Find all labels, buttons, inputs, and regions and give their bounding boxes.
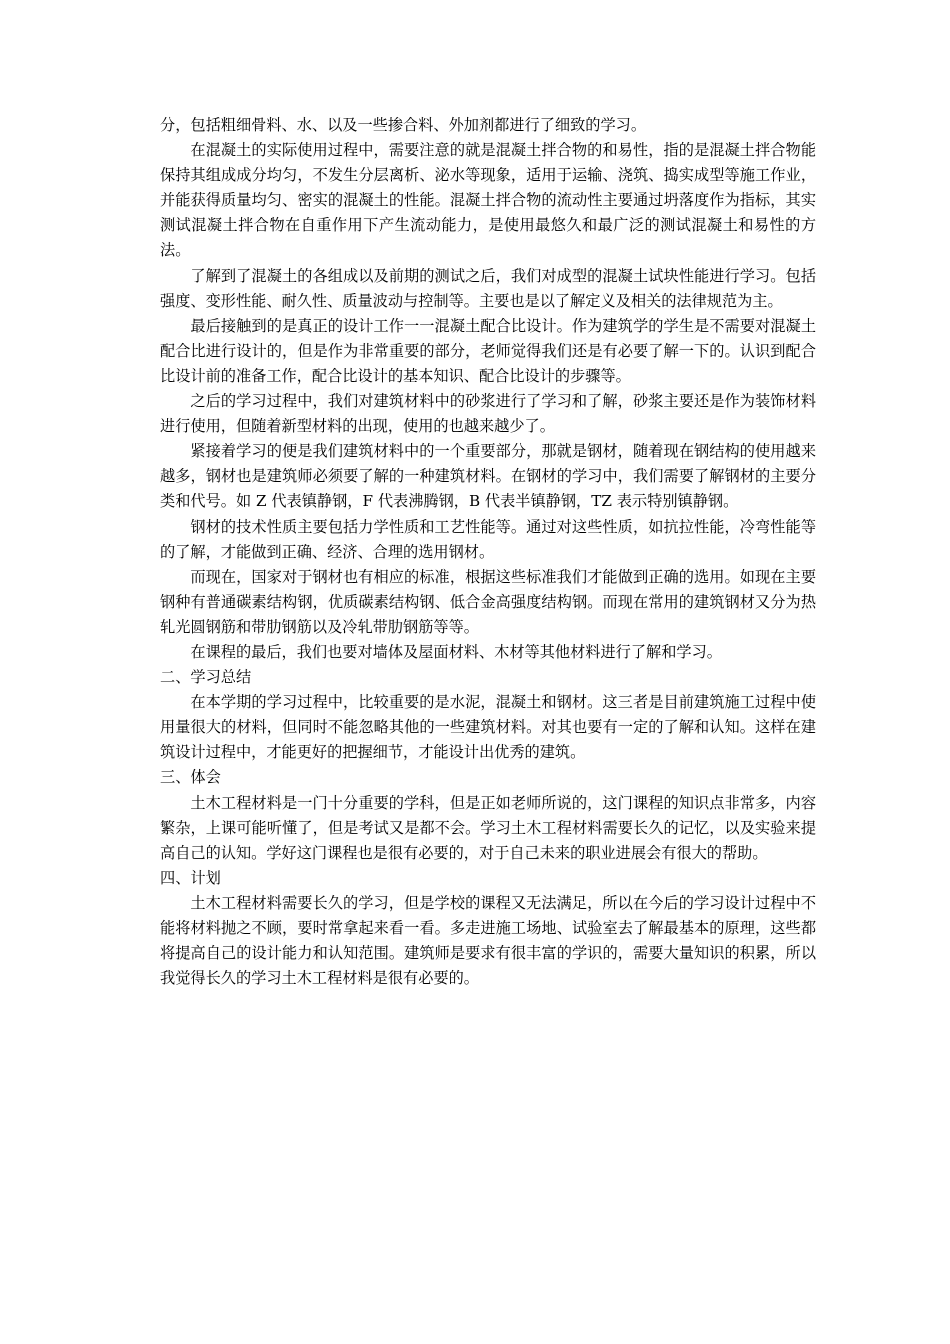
section-heading-plan: 四、计划 (160, 868, 221, 887)
paragraph-steel-intro: 紧接着学习的便是我们建筑材料中的一个重要部分，那就是钢材，随着现在钢结构的使用越来越多，钢材也是建筑师必须要了解的一种建筑材料。在钢材的学习中，我们需要了解钢材的主要分类和代号。如 Z 代表镇静钢，F 代表沸腾钢，B 代表半镇静钢，TZ 表示特别镇静钢。 (160, 442, 816, 511)
paragraph-steel-properties: 钢材的技术性质主要包括力学性质和工艺性能等。通过对这些性质，如抗拉性能，冷弯性能等的了解，才能做到正确、经济、合理的选用钢材。 (160, 517, 816, 561)
paragraph-continued: 分，包括粗细骨料、水、以及一些掺合料、外加剂都进行了细致的学习。 (160, 116, 646, 134)
paragraph-mortar: 之后的学习过程中，我们对建筑材料中的砂浆进行了学习和了解，砂浆主要还是作为装饰材料进行使用，但随着新型材料的出现，使用的也越来越少了。 (160, 392, 816, 436)
paragraph-mix-design: 最后接触到的是真正的设计工作一一混凝土配合比设计。作为建筑学的学生是不需要对混凝土配合比进行设计的，但是作为非常重要的部分，老师觉得我们还是有必要了解一下的。认识到配合比设计前的准备工作，配合比设计的基本知识、配合比设计的步骤等。 (160, 316, 816, 385)
paragraph-summary: 在本学期的学习过程中，比较重要的是水泥，混凝土和钢材。这三者是目前建筑施工过程中使用量很大的材料，但同时不能忽略其他的一些建筑材料。对其也要有一定的了解和认知。这样在建筑设计过程中，才能更好的把握细节，才能设计出优秀的建筑。 (160, 693, 816, 762)
document-page (160, 113, 816, 991)
section-heading-summary: 二、学习总结 (160, 668, 252, 687)
paragraph-plan: 土木工程材料需要长久的学习，但是学校的课程又无法满足，所以在今后的学习设计过程中不能将材料抛之不顾，要时常拿起来看一看。多走进施工场地、试验室去了解最基本的原理，这些都将提高自己的设计能力和认知范围。建筑师是要求有很丰富的学识的，需要大量知识的积累，所以我觉得长久的学习土木工程材料是很有必要的。 (160, 893, 816, 988)
section-heading-reflection: 三、体会 (160, 768, 221, 787)
paragraph-steel-standards: 而现在，国家对于钢材也有相应的标准，根据这些标准我们才能做到正确的选用。如现在主要钢种有普通碳素结构钢，优质碳素结构钢、低合金高强度结构钢。而现在常用的建筑钢材又分为热轧光圆钢筋和带肋钢筋以及冷轧带肋钢筋等等。 (160, 567, 816, 636)
paragraph-concrete-workability: 在混凝土的实际使用过程中，需要注意的就是混凝土拌合物的和易性，指的是混凝土拌合物能保持其组成成分均匀，不发生分层离析、泌水等现象，适用于运输、浇筑、捣实成型等施工作业，并能获得质量均匀、密实的混凝土的性能。混凝土拌合物的流动性主要通过坍落度作为指标，其实测试混凝土拌合物在自重作用下产生流动能力，是使用最悠久和最广泛的测试混凝土和易性的方法。 (160, 141, 816, 260)
paragraph-reflection: 土木工程材料是一门十分重要的学科，但是正如老师所说的，这门课程的知识点非常多，内容繁杂，上课可能听懂了，但是考试又是都不会。学习土木工程材料需要长久的记忆，以及实验来提高自己的认知。学好这门课程也是很有必要的，对于自己未来的职业进展会有很大的帮助。 (160, 793, 816, 862)
paragraph-other-materials: 在课程的最后，我们也要对墙体及屋面材料、木材等其他材料进行了解和学习。 (190, 642, 722, 661)
paragraph-concrete-performance: 了解到了混凝土的各组成以及前期的测试之后，我们对成型的混凝土试块性能进行学习。包括强度、变形性能、耐久性、质量波动与控制等。主要也是以了解定义及相关的法律规范为主。 (160, 266, 816, 310)
